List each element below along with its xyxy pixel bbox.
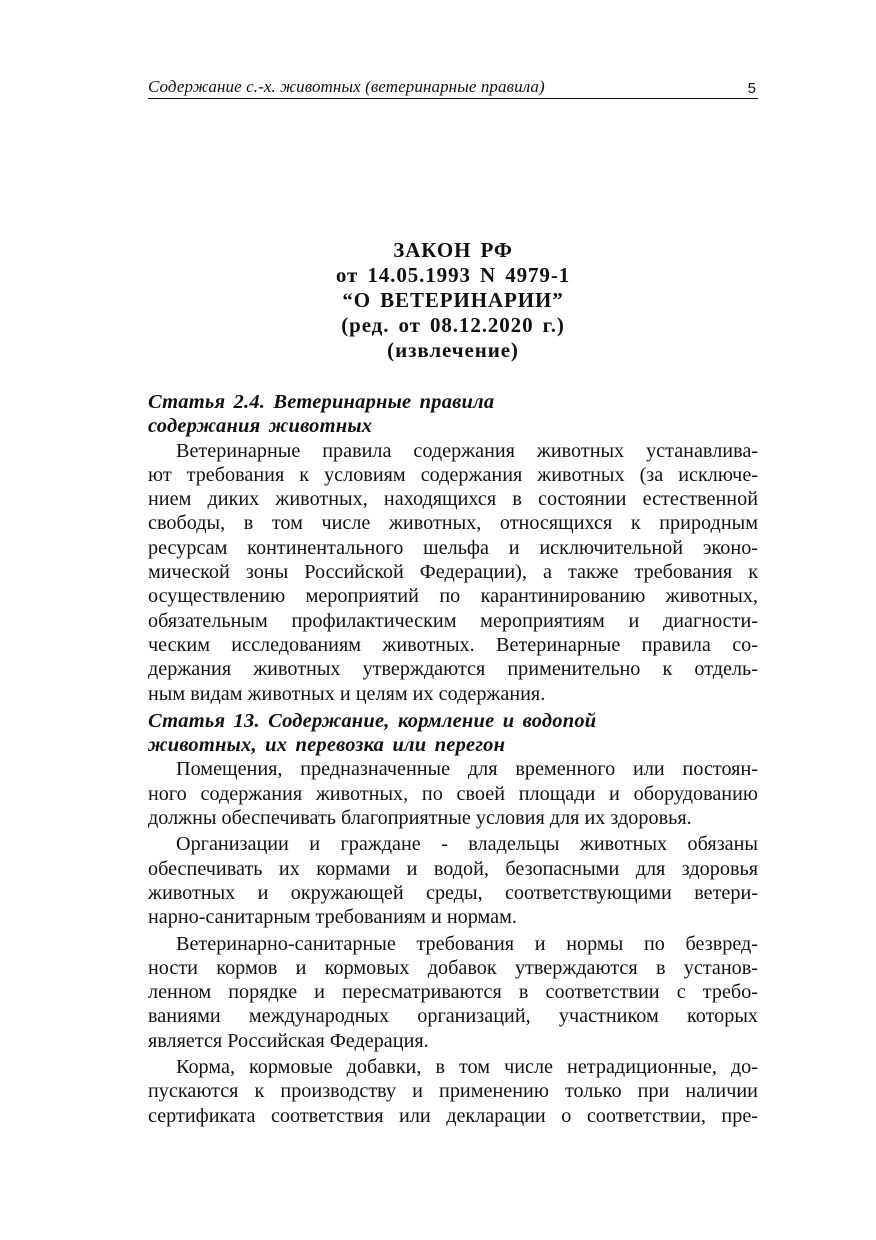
law-title-block (148, 238, 758, 363)
text-line: обязательным профилактическим мероприятиям и диагности- (148, 609, 758, 632)
text-line: Помещения, предназначенные для временного или постоян- (176, 758, 758, 781)
text-line: мической зоны Российской Федерации), а также требования к (148, 561, 758, 584)
paragraph (148, 932, 758, 1053)
text-line: Корма, кормовые добавки, в том числе нетрадиционные, до- (176, 1056, 758, 1079)
text-line: осуществлению мероприятий по карантинированию животных, (148, 585, 758, 608)
text-line: пускаются к производству и применению только при наличии (148, 1080, 758, 1103)
article-heading (148, 390, 758, 439)
paragraph (148, 439, 758, 706)
running-header-title: Содержание с.-х. животных (ветеринарные правила) (148, 77, 545, 96)
law-revision-line: (ред. от 08.12.2020 г.) (341, 313, 565, 337)
text-line: ного содержания животных, по своей площади и оборудованию (148, 782, 758, 805)
text-line: животных и окружающей среды, соответствующими ветери- (148, 881, 758, 904)
text-line: ческим исследованиям животных. Ветеринарные правила со- (148, 633, 758, 656)
law-extract-line: (извлечение) (387, 338, 519, 362)
article-heading-line: содержания животных (148, 415, 373, 438)
text-line: Организации и граждане - владельцы животных обязаны (176, 833, 758, 856)
text-line: должны обеспечивать благоприятные условия для их здоровья. (148, 807, 692, 830)
law-name-line: “О ВЕТЕРИНАРИИ” (342, 288, 564, 312)
text-line: свободы, в том числе животных, относящихся к природным (148, 512, 758, 535)
paragraph (148, 757, 758, 830)
article-heading-line: животных, их перевозка или перегон (148, 734, 506, 757)
paragraph (148, 832, 758, 929)
text-line: нием диких животных, находящихся в состоянии естественной (148, 488, 759, 511)
running-header (148, 76, 758, 99)
text-line: сертификата соответствия или декларации о соответствии, пре- (148, 1104, 759, 1127)
text-line: ленном порядке и пересматриваются в соответствии с требо- (148, 981, 759, 1004)
paragraph (148, 1055, 758, 1128)
page-body (148, 390, 758, 1128)
page-number: 5 (747, 80, 756, 97)
law-date-line: от 14.05.1993 N 4979-1 (335, 263, 571, 287)
text-line: Ветеринарные правила содержания животных устанавлива- (176, 439, 759, 462)
text-line: обеспечивать их кормами и водой, безопасными для здоровья (148, 857, 758, 880)
text-line: является Российская Федерация. (148, 1029, 429, 1052)
text-line: ным видам животных и целям их содержания. (148, 682, 546, 705)
article-heading-line: Статья 13. Содержание, кормление и водопой (148, 709, 597, 732)
text-line: ют требования к условиям содержания животных (за исключе- (148, 463, 759, 486)
law-title-line: ЗАКОН РФ (393, 238, 513, 262)
text-line: ресурсам континентального шельфа и исключительной эконо- (148, 536, 759, 559)
text-line: Ветеринарно-санитарные требования и нормы по безвред- (176, 932, 759, 955)
text-line: держания животных утверждаются применительно к отдель- (148, 658, 758, 681)
article-heading (148, 709, 758, 758)
article-heading-line: Статья 2.4. Ветеринарные правила (148, 391, 495, 413)
text-line: ности кормов и кормовых добавок утверждаются в установ- (148, 956, 759, 979)
text-line: нарно-санитарным требованиям и нормам. (148, 906, 517, 929)
text-line: ваниями международных организаций, участником которых (148, 1005, 758, 1028)
